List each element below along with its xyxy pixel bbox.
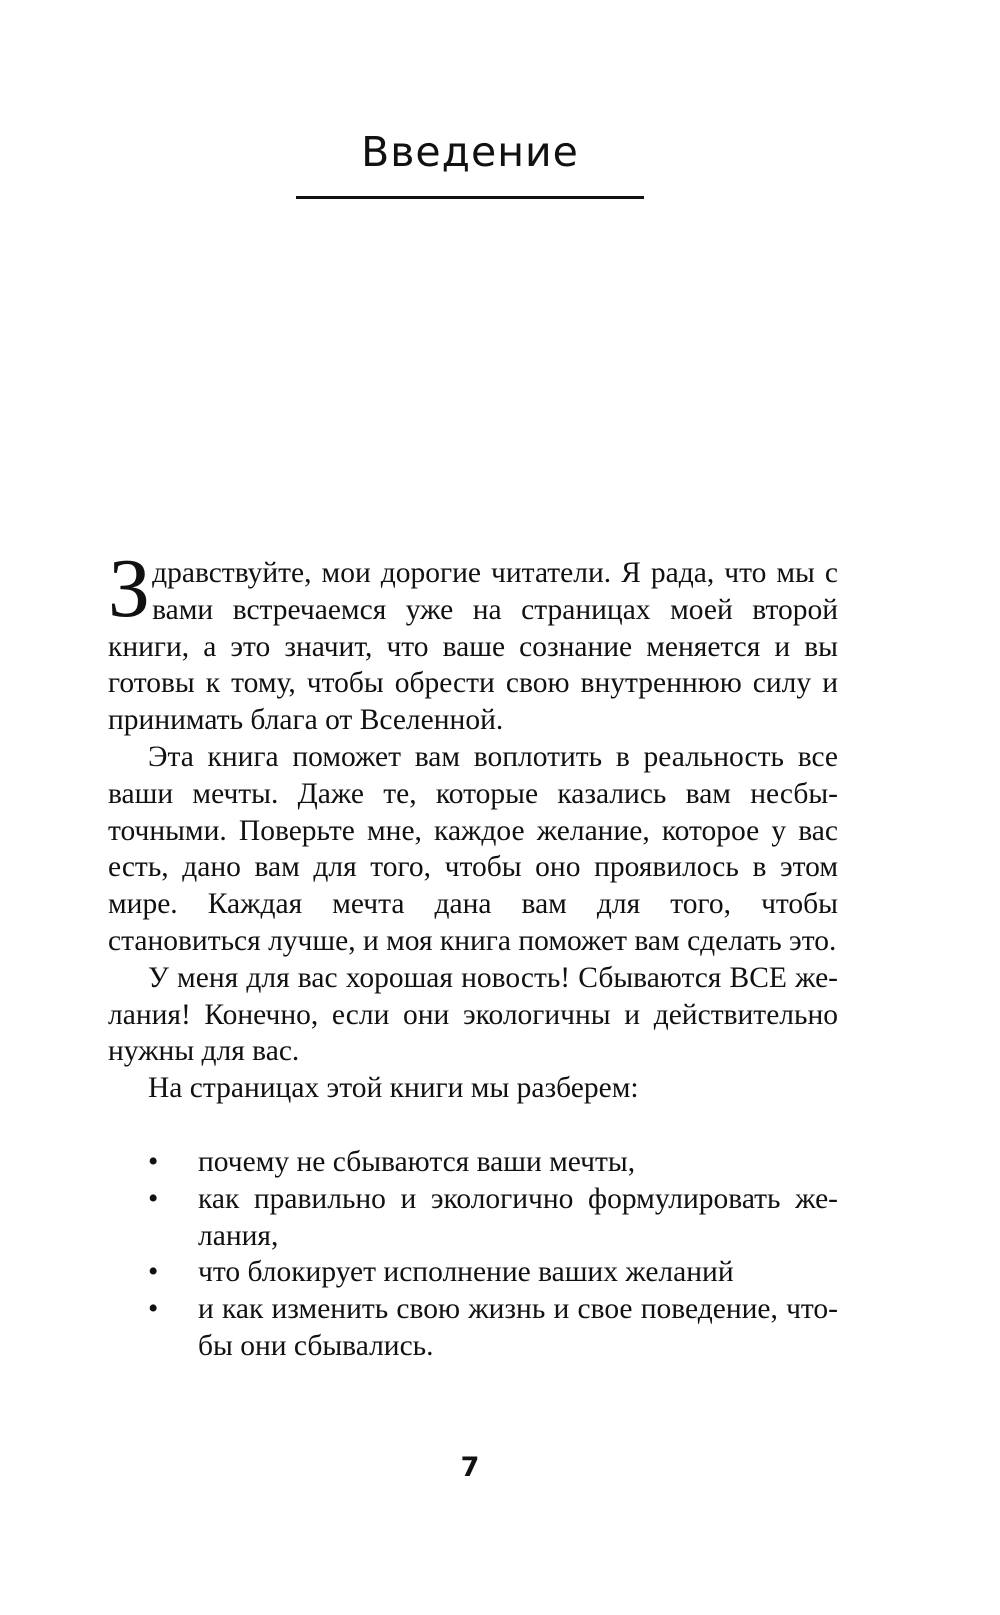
page-number: 7	[460, 1452, 480, 1483]
bullet-icon: •	[148, 1256, 159, 1289]
paragraph-1-text: дравствуйте, мои дорогие читатели. Я рада, что мы с вами встречаемся уже на страницах моей второй книги, а это значит, что ваше сознание меняется и вы готовы к тому, чтобы обрести свою внутреннюю силу и принимать блага от Вселенной.	[108, 557, 838, 737]
bullet-list	[108, 1144, 838, 1365]
list-item-text: и как изменить свою жизнь и свое поведение, чтобы они сбывались.	[198, 1293, 838, 1362]
paragraph-4: На страницах этой книги мы разберем:	[148, 1072, 639, 1105]
list-item	[108, 1291, 838, 1365]
list-item-text: почему не сбываются ваши мечты,	[198, 1145, 636, 1178]
title-underline	[296, 196, 644, 199]
bullet-icon: •	[148, 1182, 159, 1215]
list-item	[108, 1144, 838, 1181]
bullet-icon: •	[148, 1293, 159, 1326]
paragraph-3: У меня для вас хорошая новость! Сбываются ВСЕ желания! Конечно, если они экологичны и действительно нужны для вас.	[108, 961, 838, 1068]
list-item	[108, 1254, 838, 1291]
bullet-icon: •	[148, 1145, 159, 1178]
list-item-text: что блокирует исполнение ваших желаний	[198, 1256, 734, 1289]
drop-cap: З	[108, 542, 151, 635]
chapter-title: Введение	[361, 128, 579, 176]
list-item-text: как правильно и экологично формулировать желания,	[198, 1182, 838, 1252]
paragraph-1	[108, 542, 838, 739]
body-text	[108, 542, 838, 1365]
paragraph-2: Эта книга поможет вам воплотить в реальность все ваши мечты. Даже те, которые казались вам несбыточными. Поверьте мне, каждое желание, которое у вас есть, дано вам для того, чтобы оно проявилось в этом мире. Каждая мечта дана вам для того, чтобы становиться лучше, и моя книга поможет вам сделать это.	[108, 740, 838, 957]
list-item	[108, 1181, 838, 1255]
